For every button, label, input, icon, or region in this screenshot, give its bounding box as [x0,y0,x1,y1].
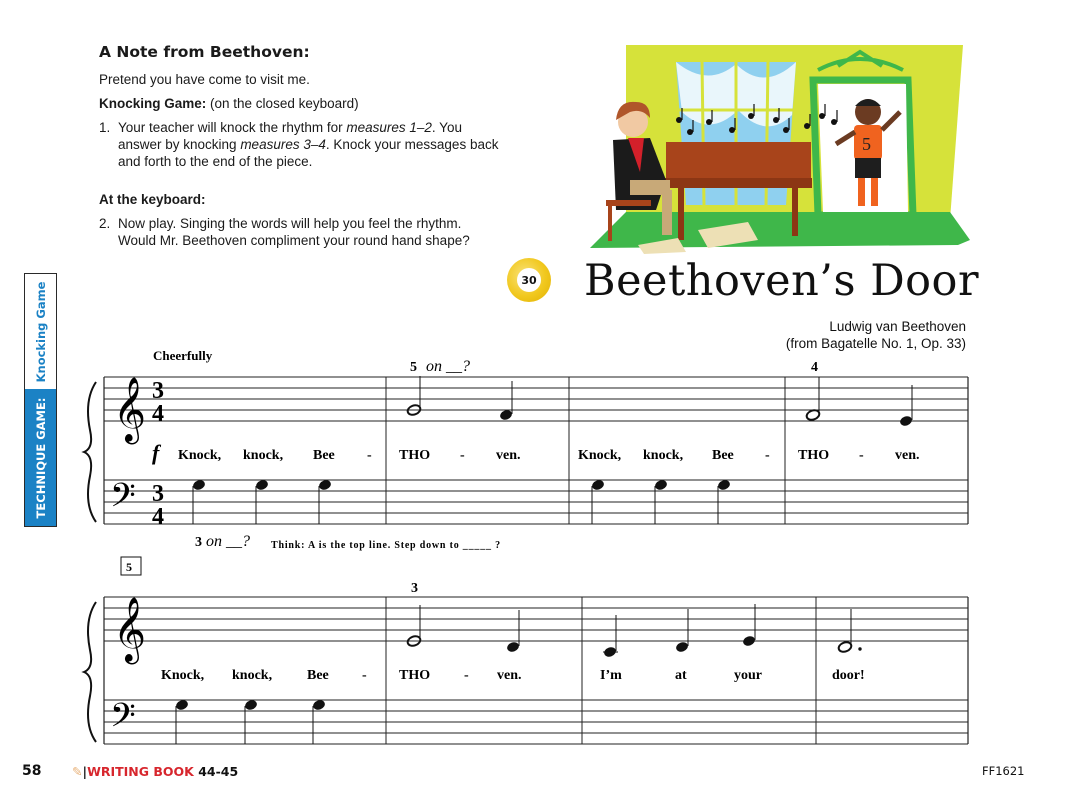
writing-book-link[interactable]: ✎|WRITING BOOK 44-45 [72,764,239,779]
lyric: - [464,668,469,683]
time-sig-bottom-bass: 4 [152,504,164,530]
time-sig-top-bass: 3 [152,481,164,507]
finger-number-bass: 3 [195,535,202,550]
keyboard-label: At the keyboard: [99,192,206,207]
lyric: - [765,448,770,463]
bass-clef-icon: 𝄢 [110,697,136,742]
lyric: THO [399,668,431,683]
lyric: knock, [243,448,284,463]
lyric: ven. [497,668,522,683]
lyric: Knock, [161,668,205,683]
lyric: Bee [712,448,734,463]
composer-source: (from Bagatelle No. 1, Op. 33) [785,336,966,351]
lyric: Bee [313,448,335,463]
lyrics-system-2 [161,668,865,683]
pencil-icon: ✎ [72,764,83,779]
step-2-text: Now play. Singing the words will help you feel the rhythm. Would Mr. Beethoven compliment your round hand shape? [118,216,470,248]
lyric: your [734,668,762,683]
step-1-number: 1. [99,120,111,135]
intro-text: Pretend you have come to visit me. [99,72,310,87]
lyric: - [362,668,367,683]
piece-title: Beethoven’s Door [584,256,979,306]
lyric: - [367,448,372,463]
lyric: I’m [600,668,622,683]
step-1-text-a: Your teacher will knock the rhythm for [118,120,347,135]
lyric: Knock, [578,448,622,463]
side-tab-topic: Knocking Game [33,281,48,382]
lyric: at [675,668,687,683]
question-bass: on __? [206,533,250,550]
track-number: 30 [517,268,541,292]
treble-clef-icon: 𝄞 [113,379,147,441]
knocking-game-note: (on the closed keyboard) [206,96,359,111]
bass-clef-icon: 𝄢 [110,477,136,522]
step-1-text-b: . You answer by knocking [118,120,462,152]
dynamic-marking: f [152,440,160,465]
lyric: ven. [496,448,521,463]
side-tab-category: TECHNIQUE GAME: [33,397,48,518]
lyric: knock, [232,668,273,683]
tempo-marking: Cheerfully [153,348,213,363]
measure-number: 5 [126,560,132,574]
finger-number-m2: 5 [410,360,417,375]
lyric: - [460,448,465,463]
lyric: door! [832,668,865,683]
step-1-measures-b: measures 3–4 [240,137,326,152]
treble-clef-icon: 𝄞 [113,599,147,661]
instructions-heading: A Note from Beethoven: [99,43,310,61]
question-m2: on __? [426,358,470,375]
lyric: - [859,448,864,463]
svg-text:5: 5 [862,134,871,154]
lyric: ven. [895,448,920,463]
time-sig-bottom: 4 [152,401,164,427]
step-2-number: 2. [99,216,111,231]
step-1-measures-a: measures 1–2 [346,120,432,135]
composer-name: Ludwig van Beethoven [829,319,966,334]
knocking-game-label: Knocking Game: [99,96,207,111]
writing-book-pages: 44-45 [198,764,239,779]
system-2 [84,557,968,744]
finger-number-m6: 3 [411,581,418,596]
lyric: THO [798,448,830,463]
page-number: 58 [22,763,42,779]
think-hint: Think: A is the top line. Step down to _____ ? [271,540,501,551]
writing-book-label: WRITING BOOK [87,764,194,779]
finger-number-m4: 4 [811,360,818,375]
lyrics-system-1 [178,448,920,463]
system-1 [84,348,968,551]
lyric: Bee [307,668,329,683]
lyric: knock, [643,448,684,463]
time-sig-top: 3 [152,378,164,404]
lyric: THO [399,448,431,463]
catalog-code: FF1621 [982,764,1025,778]
lyric: Knock, [178,448,222,463]
step-1-text-c: . Knock your messages back and forth to the end of the piece. [118,137,499,169]
